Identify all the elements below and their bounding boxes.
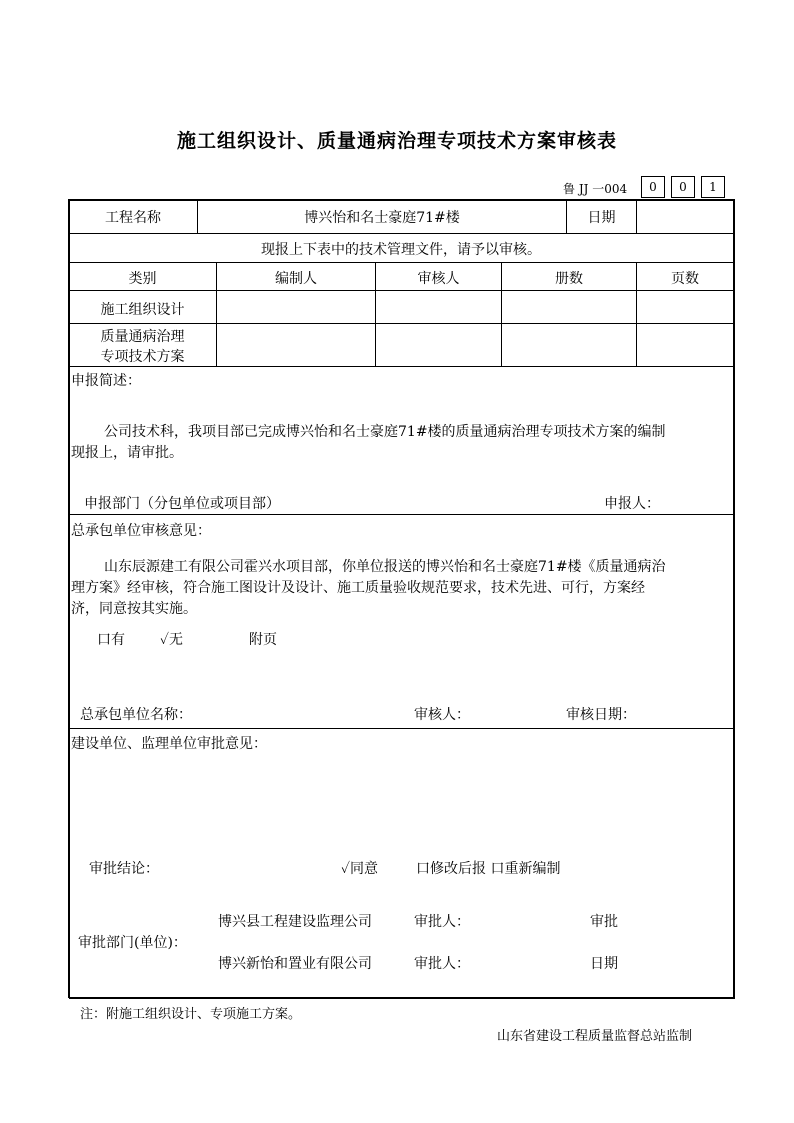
form-code-label: 鲁 JJ 一004: [563, 182, 628, 196]
approve-label: 审批: [590, 914, 618, 930]
contractor-review-date-label: 审核日期：: [566, 707, 636, 723]
form-title: 施工组织设计、质量通病治理专项技术方案审核表: [176, 130, 617, 152]
project-name-label: 工程名称: [105, 210, 161, 226]
project-name-value: 博兴怡和名士豪庭71#楼: [304, 210, 460, 226]
approver-label-1: 审批人：: [414, 914, 470, 930]
row-category-quality-line1: 质量通病治理: [100, 329, 185, 345]
footnote: 注：附施工组织设计、专项施工方案。: [80, 1007, 302, 1022]
contractor-reviewer-label: 审核人：: [414, 707, 470, 723]
declaration-text-line1: 公司技术科，我项目部已完成博兴怡和名士豪庭71#楼的质量通病治理专项技术方案的编制: [104, 424, 666, 440]
declaration-dept-label: 申报部门（分包单位或项目部）: [84, 496, 280, 512]
contractor-unit-label: 总承包单位名称：: [80, 707, 192, 723]
col-header-category: 类别: [128, 271, 157, 287]
declaration-text-line2: 现报上，请审批。: [71, 445, 183, 461]
contractor-text-line2: 理方案》经审核，符合施工图设计及设计、施工质量验收规范要求，技术先进、可行，方案经: [71, 580, 645, 596]
row-category-construction-design: 施工组织设计: [100, 302, 185, 318]
developer-company: 博兴新怡和置业有限公司: [218, 956, 372, 972]
approval-date-label: 日期: [590, 956, 618, 972]
declaration-heading: 申报简述：: [71, 373, 141, 389]
date-label: 日期: [587, 210, 616, 226]
col-header-reviewer: 审核人: [417, 271, 460, 287]
form-code-box-3: 1: [701, 176, 725, 198]
declaration-person-label: 申报人：: [604, 496, 660, 512]
form-code-box-1: 0: [641, 176, 665, 198]
submit-notice: 现报上下表中的技术管理文件，请予以审核。: [261, 242, 541, 258]
col-header-compiler: 编制人: [275, 271, 317, 287]
approval-conclusion-label: 审批结论：: [89, 861, 159, 877]
contractor-text-line3: 济，同意按其实施。: [71, 601, 197, 617]
contractor-text-line1: 山东辰源建工有限公司霍兴水项目部，你单位报送的博兴怡和名士豪庭71#楼《质量通病治: [104, 559, 666, 575]
col-header-volumes: 册数: [555, 271, 583, 287]
row-category-quality-line2: 专项技术方案: [100, 349, 185, 365]
owner-heading: 建设单位、监理单位审批意见：: [71, 736, 267, 752]
contractor-heading: 总承包单位审核意见：: [71, 523, 211, 539]
option-no-checkbox[interactable]: ✓无: [160, 632, 184, 648]
other-options[interactable]: 口修改后报 口重新编制: [416, 861, 561, 877]
attachment-label: 附页: [249, 632, 277, 648]
issuer-footer: 山东省建设工程质量监督总站监制: [497, 1029, 693, 1044]
approval-dept-label: 审批部门(单位)：: [78, 935, 187, 951]
agree-checkbox[interactable]: ✓同意: [341, 861, 379, 877]
col-header-pages: 页数: [671, 271, 699, 287]
supervision-company: 博兴县工程建设监理公司: [218, 914, 372, 930]
form-code-box-2: 0: [671, 176, 695, 198]
option-yes-checkbox[interactable]: 口有: [97, 632, 125, 648]
approver-label-2: 审批人：: [414, 956, 470, 972]
